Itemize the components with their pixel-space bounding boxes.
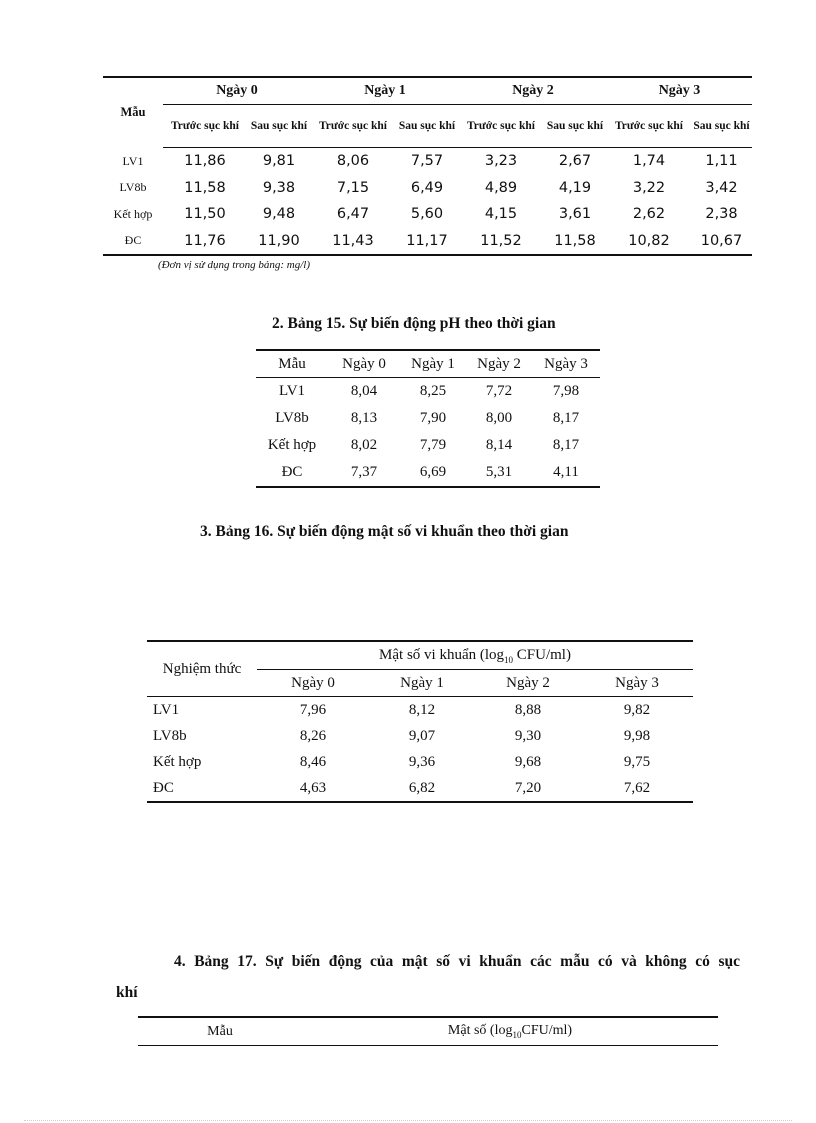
row-label: ĐC — [124, 233, 142, 248]
table-bacteria-density — [147, 640, 693, 803]
cell: 1,11 — [705, 153, 738, 170]
cell: 11,17 — [406, 232, 448, 249]
table-dissolved-oxygen — [103, 76, 752, 256]
subheader-after: Sau sục khí — [691, 105, 752, 148]
subheader-after: Sau sục khí — [395, 105, 459, 148]
cell: 2,67 — [558, 153, 592, 170]
cell: 9,98 — [623, 727, 651, 744]
cell: 4,15 — [484, 206, 518, 223]
column-header-day-2: Ngày 2 — [512, 83, 554, 98]
cell: 11,50 — [184, 206, 226, 223]
table-17-heading-cont: khí — [116, 984, 138, 1001]
cell: 11,90 — [258, 232, 300, 249]
cell: 9,48 — [262, 206, 296, 223]
cell: 9,36 — [408, 753, 436, 770]
cell: 8,12 — [408, 701, 436, 718]
cell: 7,37 — [350, 464, 378, 480]
cell: 6,69 — [419, 464, 447, 480]
table-row — [147, 697, 693, 724]
cell: 11,58 — [184, 179, 226, 196]
table-17-heading: 4. Bảng 17. Sự biến động của mật số vi khuẩn các mẫu có và không có sục — [174, 953, 740, 970]
cell: 7,90 — [419, 410, 447, 426]
cell: 6,47 — [336, 206, 370, 223]
row-label: LV1 — [153, 701, 180, 718]
row-label: LV1 — [122, 153, 144, 168]
table-header-row — [256, 350, 600, 378]
table-row — [256, 405, 600, 432]
column-header-mau: Mẫu — [207, 1023, 233, 1039]
table-row — [103, 175, 752, 202]
table-row — [256, 432, 600, 459]
cell: 4,63 — [299, 779, 327, 796]
subheader-after: Sau sục khí — [247, 105, 311, 148]
column-header-day-0: Ngày 0 — [216, 83, 258, 98]
column-header: Ngày 1 — [400, 350, 466, 378]
column-header-day-1: Ngày 1 — [364, 83, 406, 98]
table-header-row — [138, 1017, 718, 1046]
log-subscript: 10 — [512, 1029, 522, 1040]
column-header-day-1: Ngày 1 — [369, 670, 475, 697]
cell: 11,86 — [184, 153, 226, 170]
cell: 2,38 — [705, 206, 738, 223]
subheader-before: Trước sục khí — [607, 105, 691, 148]
cell: 9,75 — [623, 753, 651, 770]
row-label: LV8b — [119, 180, 147, 195]
cell: 4,89 — [484, 179, 518, 196]
cell: 8,02 — [350, 437, 378, 453]
cell: 3,23 — [484, 153, 518, 170]
column-header-treatment: Nghiệm thức — [147, 641, 257, 697]
row-label: ĐC — [153, 779, 174, 796]
cell: 9,30 — [514, 727, 542, 744]
cell: 8,00 — [485, 410, 513, 426]
cell: 8,06 — [336, 153, 370, 170]
density-label-suffix: CFU/ml) — [513, 646, 571, 663]
table-aeration-density — [138, 1016, 718, 1046]
cell: 9,07 — [408, 727, 436, 744]
cell: 8,13 — [350, 410, 378, 426]
density-label-suffix: CFU/ml) — [521, 1023, 573, 1039]
cell: 8,88 — [514, 701, 542, 718]
cell: 9,38 — [262, 179, 296, 196]
cell: 10,82 — [628, 232, 670, 249]
table-row — [103, 148, 752, 175]
column-header-day-2: Ngày 2 — [475, 670, 581, 697]
table-15-heading: 2. Bảng 15. Sự biến động pH theo thời gian — [272, 315, 556, 332]
row-label: LV1 — [278, 383, 306, 399]
cell: 10,67 — [700, 232, 743, 249]
subheader-before: Trước sục khí — [163, 105, 247, 148]
column-header: Mẫu — [256, 350, 328, 378]
cell: 3,42 — [705, 179, 738, 196]
table-ph — [256, 349, 600, 488]
cell: 4,19 — [558, 179, 592, 196]
table-row — [256, 378, 600, 406]
cell: 6,49 — [410, 179, 444, 196]
cell: 3,22 — [632, 179, 666, 196]
cell: 7,20 — [514, 779, 542, 796]
column-header-density — [302, 1017, 718, 1046]
table-16-heading: 3. Bảng 16. Sự biến động mật số vi khuẩn theo thời gian — [200, 523, 569, 540]
row-label: ĐC — [281, 464, 303, 480]
column-header-day-0: Ngày 0 — [257, 670, 369, 697]
cell: 9,82 — [623, 701, 651, 718]
table-row — [256, 459, 600, 487]
column-header-mau: Mẫu — [120, 105, 146, 120]
log-subscript: 10 — [504, 654, 514, 665]
density-label-prefix: Mật số vi khuẩn (log — [379, 646, 505, 663]
row-label: LV8b — [275, 410, 309, 426]
cell: 7,72 — [485, 383, 513, 399]
row-label: Kết hợp — [113, 206, 153, 221]
subheader-before: Trước sục khí — [459, 105, 543, 148]
table-row — [147, 723, 693, 749]
cell: 7,98 — [552, 383, 580, 399]
cell: 8,25 — [419, 383, 447, 399]
cell: 5,60 — [410, 206, 444, 223]
cell: 11,52 — [480, 232, 522, 249]
cell: 2,62 — [632, 206, 666, 223]
cell: 7,15 — [336, 179, 370, 196]
subheader-before: Trước sục khí — [311, 105, 395, 148]
column-header: Ngày 0 — [328, 350, 400, 378]
cell: 8,17 — [552, 437, 580, 453]
cell: 9,68 — [514, 753, 542, 770]
cell: 6,82 — [408, 779, 436, 796]
row-label: LV8b — [153, 727, 187, 744]
cell: 7,62 — [623, 779, 651, 796]
cell: 5,31 — [485, 464, 513, 480]
row-label: Kết hợp — [153, 753, 202, 770]
column-header-density — [257, 641, 693, 670]
cell: 8,04 — [350, 383, 378, 399]
unit-note: (Đơn vị sử dụng trong bảng: mg/l) — [158, 259, 311, 271]
cell: 7,96 — [299, 701, 327, 718]
table-row — [103, 228, 752, 256]
column-header: Ngày 2 — [466, 350, 532, 378]
cell: 8,46 — [299, 753, 327, 770]
density-label-prefix: Mật số (log — [447, 1023, 513, 1039]
subheader-after: Sau sục khí — [543, 105, 607, 148]
cell: 11,76 — [184, 232, 226, 249]
cell: 9,81 — [262, 153, 296, 170]
cell: 11,43 — [332, 232, 374, 249]
cell: 8,17 — [552, 410, 580, 426]
page-footer-divider — [24, 1120, 792, 1121]
table-row — [147, 749, 693, 775]
column-header: Ngày 3 — [532, 350, 600, 378]
cell: 1,74 — [632, 153, 666, 170]
cell: 11,58 — [554, 232, 596, 249]
column-header-day-3: Ngày 3 — [658, 83, 701, 98]
cell: 8,14 — [485, 437, 513, 453]
cell: 8,26 — [299, 727, 327, 744]
column-header-day-3: Ngày 3 — [581, 670, 693, 697]
table-row — [147, 775, 693, 802]
cell: 3,61 — [558, 206, 592, 223]
table-row — [103, 201, 752, 228]
cell: 4,11 — [553, 464, 579, 480]
row-label: Kết hợp — [267, 437, 317, 453]
cell: 7,57 — [410, 153, 444, 170]
cell: 7,79 — [419, 437, 447, 453]
